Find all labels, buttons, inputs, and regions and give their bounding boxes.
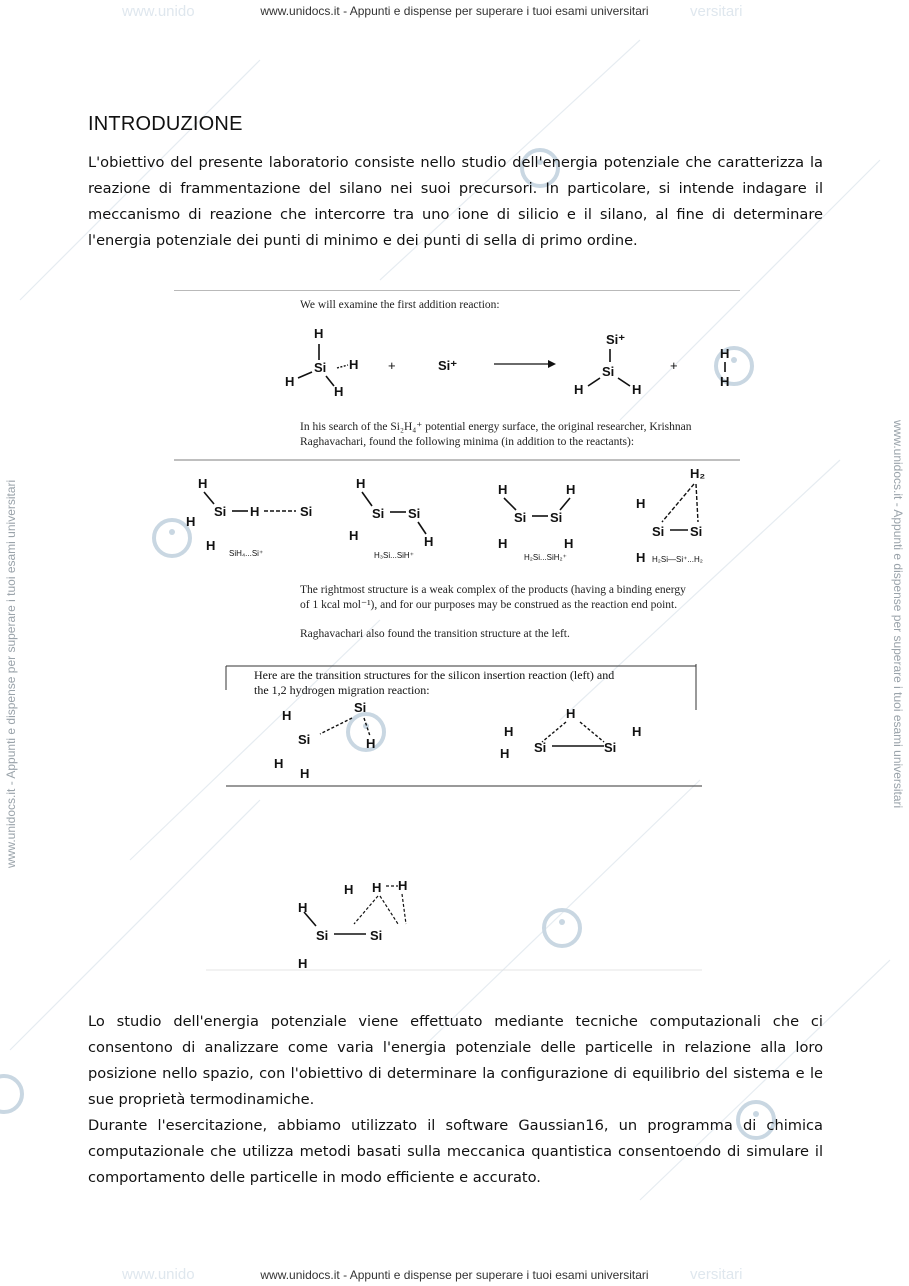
product-h-left: H: [574, 382, 584, 397]
min3-label: H₂Si...SiH₂⁺: [524, 553, 567, 562]
ts2-si-right: Si: [604, 740, 617, 755]
min3-si-left: Si: [514, 510, 527, 525]
header-watermark: www.unidocs.it - Appunti e dispense per superare i tuoi esami universitari: [260, 4, 649, 18]
ts1-si: Si: [298, 732, 311, 747]
h2-top-h: H: [720, 346, 730, 361]
ts1-h-bottom: H: [300, 766, 310, 781]
method-paragraph: Lo studio dell'energia potenziale viene effettuato mediante tecniche computazionali che ci consentono di analizzare come varia l'energia potenziale delle particelle in relazione alla loro posizione nello spazio, con l'obiettivo di determinare la configurazione di equilibrio del sistema e le sue proprietà termodinamiche.: [88, 1013, 823, 1108]
figure-rightmost-line-1: The rightmost structure is a weak complex of the products (having a binding energy: [300, 584, 686, 596]
ts1-h-left: H: [274, 756, 284, 771]
min3-h-br: H: [564, 536, 574, 551]
min1-si: Si: [214, 504, 227, 519]
figure-rightmost-line-2: of 1 kcal mol⁻¹), and for our purposes may be construed as the reaction end point.: [300, 599, 678, 611]
min3-h-bl: H: [498, 536, 508, 551]
min3-h-tl: H: [498, 482, 508, 497]
figure-search-line-1: In his search of the Si₂H₄⁺ potential energy surface, the original researcher, Krishnan: [300, 421, 692, 433]
bm-si-right: Si: [370, 928, 383, 943]
min2-si-left: Si: [372, 506, 385, 521]
ts2-h-bl: H: [500, 746, 510, 761]
sih4-h-left: H: [285, 374, 295, 389]
footer-watermark: www.unidocs.it - Appunti e dispense per superare i tuoi esami universitari: [260, 1268, 649, 1282]
min3-h-tr: H: [566, 482, 576, 497]
min2-h-top: H: [356, 476, 366, 491]
sih4-h-right: H: [349, 357, 359, 372]
section-title: INTRODUZIONE: [88, 113, 243, 135]
sih4-h-top: H: [314, 326, 324, 341]
min2-si-right: Si: [408, 506, 421, 521]
ts2-h-tl: H: [504, 724, 514, 739]
min4-h2: H₂: [690, 466, 706, 481]
product-si: Si: [602, 364, 615, 379]
min1-h-left: H: [186, 514, 196, 529]
reaction-figure: [174, 290, 740, 980]
min3-si-right: Si: [550, 510, 563, 525]
side-watermark-left: www.unidocs.it - Appunti e dispense per superare i tuoi esami universitari: [4, 479, 18, 868]
min1-label: SiH₄...Si⁺: [229, 549, 264, 558]
ts1-si-top: Si: [354, 700, 367, 715]
min1-h-top: H: [198, 476, 208, 491]
sih4-h-bottom: H: [334, 384, 344, 399]
watermark-ghost-right-bottom: versitari: [690, 1266, 743, 1283]
bm-h-top-b: H: [372, 880, 382, 895]
min1-h-bottom: H: [206, 538, 216, 553]
figure-intro-line: We will examine the first addition reaction:: [300, 299, 500, 311]
bm-h-bottom: H: [298, 956, 308, 971]
min1-h-mid: H: [250, 504, 260, 519]
min4-si-left: Si: [652, 524, 665, 539]
bm-h-left: H: [298, 900, 308, 915]
min4-h-bottom: H: [636, 550, 646, 565]
watermark-ghost-right: versitari: [690, 3, 743, 20]
bm-h-top-c: H: [398, 878, 408, 893]
min4-si-right: Si: [690, 524, 703, 539]
min2-label: H₃Si...SiH⁺: [374, 551, 414, 560]
watermark-ghost-left: www.unido: [122, 3, 195, 20]
figure-ts-line-1: Here are the transition structures for the silicon insertion reaction (left) and: [254, 668, 615, 682]
product-si-plus: Si⁺: [606, 332, 626, 347]
ts2-h-tr: H: [632, 724, 642, 739]
min2-h-left: H: [349, 528, 359, 543]
plus-sign-2: +: [670, 358, 678, 373]
side-watermark-right: www.unidocs.it - Appunti e dispense per superare i tuoi esami universitari: [891, 420, 905, 809]
figure-ts-line-2: the 1,2 hydrogen migration reaction:: [254, 683, 430, 697]
ts1-h-top: H: [282, 708, 292, 723]
product-h-right: H: [632, 382, 642, 397]
intro-paragraph: L'obiettivo del presente laboratorio consiste nello studio dell'energia potenziale che caratterizza la reazione di frammentazione del silano nei suoi precursori. In particolare, si intende indagare il meccanismo di reazione che intercorre tra uno ione di silicio e il silano, al fine di determinare l'energia potenziale dei punti di minimo e dei punti di sella di primo ordine.: [88, 154, 823, 249]
min4-h-top: H: [636, 496, 646, 511]
figure-search-line-2: Raghavachari, found the following minima (in addition to the reactants):: [300, 436, 635, 448]
si-plus-reactant: Si⁺: [438, 358, 458, 373]
figure-transition-line: Raghavachari also found the transition structure at the left.: [300, 628, 570, 640]
bm-si-left: Si: [316, 928, 329, 943]
bm-h-top-a: H: [344, 882, 354, 897]
min4-label: H₂Si—Si⁺...H₂: [652, 555, 703, 564]
h2-bottom-h: H: [720, 374, 730, 389]
ts2-h-top: H: [566, 706, 576, 721]
min1-si-right: Si: [300, 504, 313, 519]
software-paragraph: Durante l'esercitazione, abbiamo utilizzato il software Gaussian16, un programma di chimica computazionale che utilizza metodi basati sulla meccanica quantistica consentoendo di simulare il comportamento delle particelle in modo efficiente e accurato.: [88, 1117, 823, 1186]
ts1-h-right: H: [366, 736, 376, 751]
min2-h-right: H: [424, 534, 434, 549]
sih4-si: Si: [314, 360, 327, 375]
watermark-ghost-left-bottom: www.unido: [122, 1266, 195, 1283]
ts2-si-left: Si: [534, 740, 547, 755]
plus-sign-1: +: [388, 358, 396, 373]
